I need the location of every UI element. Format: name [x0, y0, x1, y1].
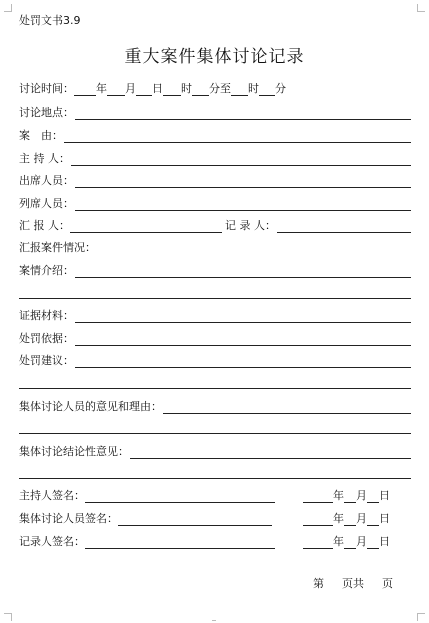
- opinions-extra-line[interactable]: [19, 433, 411, 434]
- host-date-year-blank[interactable]: [303, 490, 333, 503]
- attendees-label: 出席人员：: [19, 174, 74, 187]
- basis-row: [19, 330, 411, 346]
- location-label: 讨论地点：: [19, 106, 74, 119]
- crop-mark-bottom-left: [4, 613, 12, 621]
- observers-field[interactable]: [75, 198, 411, 211]
- report-status-row: [19, 239, 411, 255]
- day-blank[interactable]: [136, 83, 152, 96]
- page-suffix: 页: [382, 577, 393, 590]
- evidence-field[interactable]: [75, 310, 411, 323]
- location-field[interactable]: [75, 107, 411, 120]
- members-signature-row: [19, 510, 272, 526]
- minute2-unit: 分: [275, 82, 286, 95]
- members-signature-field[interactable]: [118, 513, 272, 526]
- host-row: [19, 150, 411, 166]
- document-code: 处罚文书3.9: [19, 14, 81, 27]
- recorder-label: 记 录 人：: [225, 219, 276, 232]
- day-unit: 日: [379, 535, 390, 548]
- month-unit: 月: [125, 82, 136, 95]
- case-row: [19, 127, 411, 143]
- evidence-row: [19, 307, 411, 323]
- opinions-field[interactable]: [163, 401, 411, 414]
- hour-blank[interactable]: [163, 83, 181, 96]
- opinions-label: 集体讨论人员的意见和理由：: [19, 400, 162, 413]
- host-signature-date: [303, 487, 390, 503]
- host-date-month-blank[interactable]: [344, 490, 356, 503]
- case-intro-row: [19, 262, 411, 278]
- hour2-unit: 时: [248, 82, 259, 95]
- attendees-field[interactable]: [75, 175, 411, 188]
- recorder-date-year-blank[interactable]: [303, 536, 333, 549]
- hour2-blank[interactable]: [231, 83, 248, 96]
- year-unit: 年: [96, 82, 107, 95]
- host-date-day-blank[interactable]: [367, 490, 379, 503]
- basis-field[interactable]: [75, 333, 411, 346]
- host-label: 主 持 人：: [19, 152, 70, 165]
- host-signature-label: 主持人签名：: [19, 489, 85, 502]
- recorder-field[interactable]: [277, 220, 411, 233]
- conclusion-extra-line[interactable]: [19, 478, 411, 479]
- page-title: 重大案件集体讨论记录: [124, 47, 305, 67]
- location-row: [19, 104, 411, 120]
- members-date-month-blank[interactable]: [344, 513, 356, 526]
- suggestion-row: [19, 352, 411, 368]
- observers-label: 列席人员：: [19, 197, 74, 210]
- page-footer: [313, 575, 393, 591]
- members-date-day-blank[interactable]: [367, 513, 379, 526]
- month-unit: 月: [356, 535, 367, 548]
- crop-mark-top-left: [4, 4, 12, 12]
- discussion-time-row: [19, 80, 286, 96]
- suggestion-extra-line[interactable]: [19, 388, 411, 389]
- case-field[interactable]: [64, 130, 411, 143]
- members-date-year-blank[interactable]: [303, 513, 333, 526]
- minute-blank[interactable]: [192, 83, 209, 96]
- day-unit: 日: [379, 489, 390, 502]
- case-intro-label: 案情介绍：: [19, 264, 74, 277]
- day-unit: 日: [379, 512, 390, 525]
- host-field[interactable]: [71, 153, 411, 166]
- year-unit: 年: [333, 512, 344, 525]
- observers-row: [19, 195, 411, 211]
- members-signature-date: [303, 510, 390, 526]
- conclusion-label: 集体讨论结论性意见：: [19, 445, 129, 458]
- discussion-time-label: 讨论时间：: [19, 82, 74, 95]
- crop-mark-bottom-right: [417, 613, 425, 621]
- suggestion-field[interactable]: [75, 355, 411, 368]
- attendees-row: [19, 172, 411, 188]
- recorder-signature-date: [303, 533, 390, 549]
- host-signature-field[interactable]: [85, 490, 275, 503]
- report-status-label: 汇报案件情况：: [19, 241, 96, 254]
- month-unit: 月: [356, 489, 367, 502]
- case-intro-field[interactable]: [75, 265, 411, 278]
- recorder-signature-field[interactable]: [85, 536, 275, 549]
- recorder-date-day-blank[interactable]: [367, 536, 379, 549]
- crop-mark-top-right: [417, 4, 425, 12]
- recorder-signature-label: 记录人签名：: [19, 535, 85, 548]
- members-signature-label: 集体讨论人员签名：: [19, 512, 118, 525]
- year-unit: 年: [333, 489, 344, 502]
- conclusion-field[interactable]: [130, 446, 411, 459]
- reporter-field[interactable]: [70, 220, 222, 233]
- page-total-text: 页共: [342, 577, 364, 590]
- minute2-blank[interactable]: [259, 83, 275, 96]
- reporter-recorder-row: [19, 217, 411, 233]
- page-prefix: 第: [313, 577, 324, 590]
- suggestion-label: 处罚建议：: [19, 354, 74, 367]
- evidence-label: 证据材料：: [19, 309, 74, 322]
- reporter-label: 汇 报 人：: [19, 219, 70, 232]
- hour-unit: 时: [181, 82, 192, 95]
- host-signature-row: [19, 487, 275, 503]
- minute-to-unit: 分至: [209, 82, 231, 95]
- recorder-date-month-blank[interactable]: [344, 536, 356, 549]
- year-unit: 年: [333, 535, 344, 548]
- basis-label: 处罚依据：: [19, 332, 74, 345]
- month-unit: 月: [356, 512, 367, 525]
- recorder-signature-row: [19, 533, 275, 549]
- month-blank[interactable]: [107, 83, 125, 96]
- conclusion-row: [19, 443, 411, 459]
- case-intro-extra-line[interactable]: [19, 298, 411, 299]
- case-label: 案 由：: [19, 129, 63, 142]
- opinions-row: [19, 398, 411, 414]
- year-blank[interactable]: [74, 83, 96, 96]
- day-unit: 日: [152, 82, 163, 95]
